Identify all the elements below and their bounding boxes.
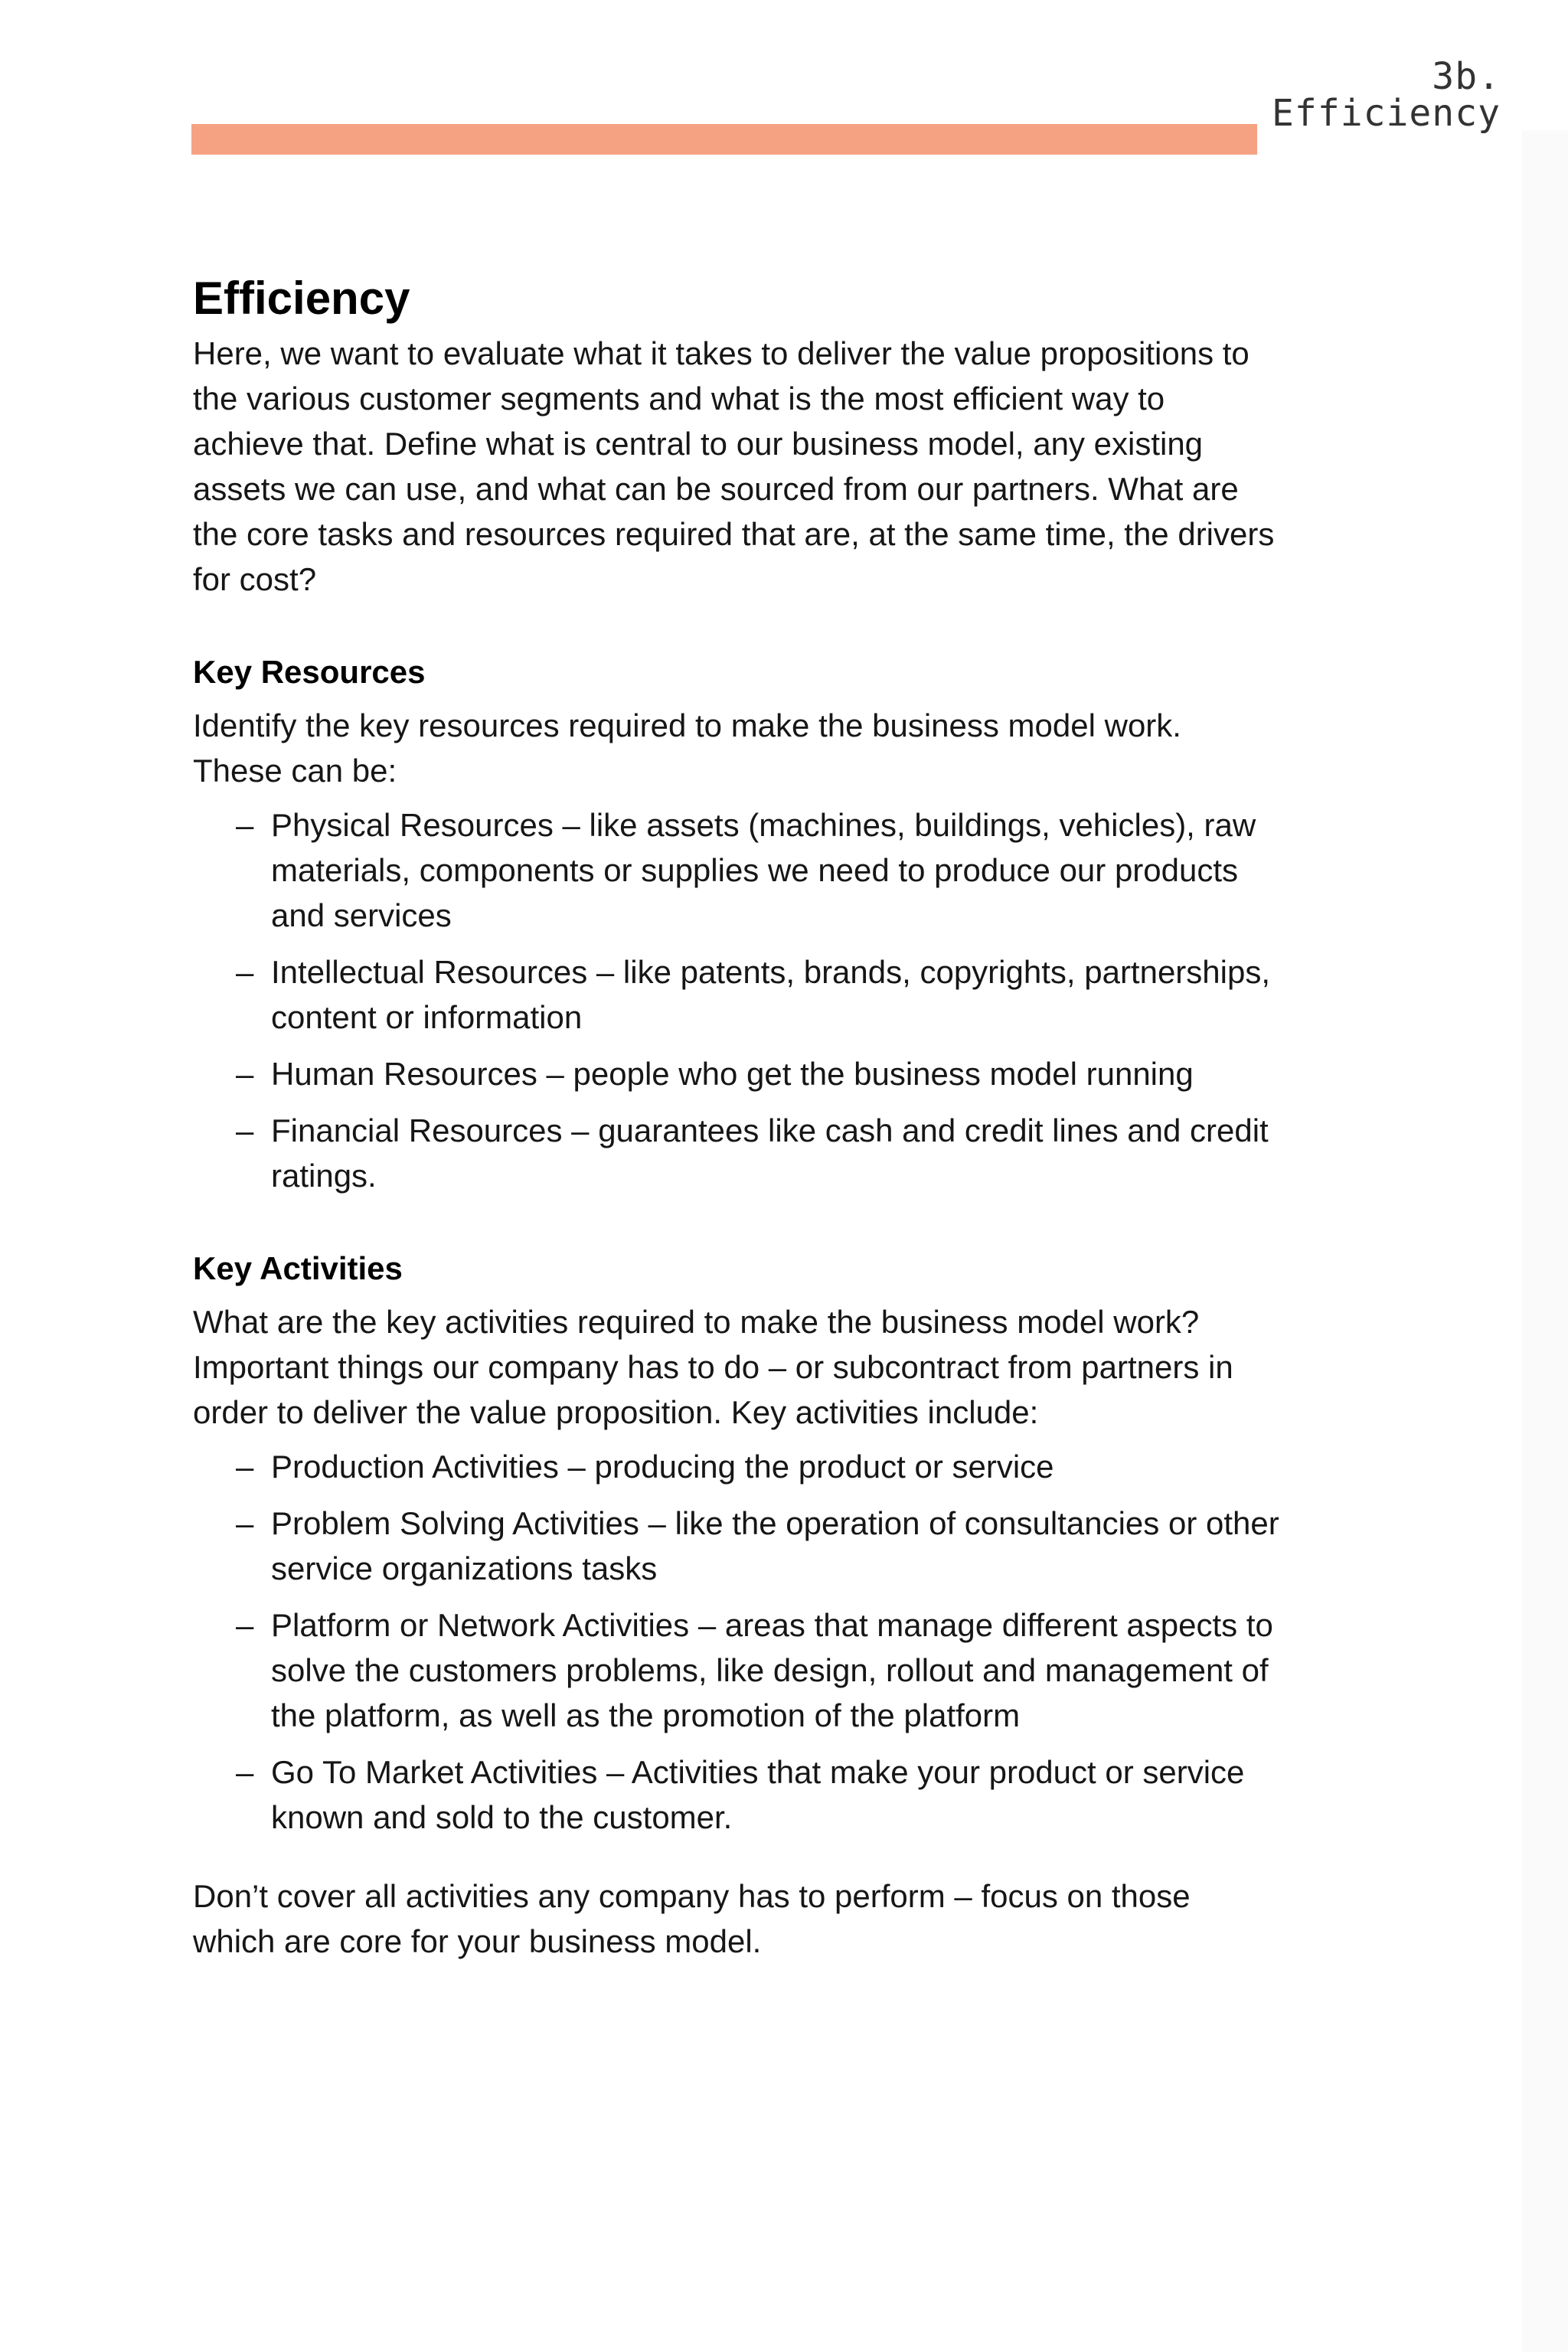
- intro-paragraph: Here, we want to evaluate what it takes to deliver the value propositions to the various customer segments and what is the most efficient way to achieve that. Define what is central to our business model, any existing assets we can use, and what can be sourced from our partners. What are the core tasks and resources required that are, at the same time, the drivers for cost?: [193, 335, 1275, 597]
- list-item-text: Go To Market Activities – Activities that make your product or service known and sold to the customer.: [271, 1754, 1245, 1835]
- key-activities-heading: Key Activities: [193, 1250, 403, 1286]
- page-content: [193, 268, 1280, 1964]
- list-item-text: Financial Resources – guarantees like cash and credit lines and credit ratings.: [271, 1112, 1269, 1194]
- list-item-text: Human Resources – people who get the business model running: [271, 1056, 1194, 1092]
- key-activities-intro: What are the key activities required to make the business model work? Important things our company has to do – or subcontract from partners in order to deliver the value proposition. Key activities include:: [193, 1304, 1233, 1430]
- list-item-text: Production Activities – producing the product or service: [271, 1449, 1054, 1485]
- bullet-dash: –: [236, 1505, 254, 1541]
- page-title: Efficiency: [193, 273, 410, 324]
- bullet-dash: –: [236, 954, 254, 990]
- page-edge-shade: [1522, 130, 1568, 2352]
- bullet-dash: –: [236, 1112, 254, 1148]
- list-item: [193, 1108, 1280, 1198]
- list-item: [193, 1602, 1280, 1738]
- list-item: [193, 949, 1280, 1040]
- list-item: [193, 1501, 1280, 1591]
- section-label: 3b. Efficiency: [1272, 55, 1501, 135]
- key-resources-list: [193, 802, 1280, 1198]
- list-item-text: Problem Solving Activities – like the operation of consultancies or other service organizations tasks: [271, 1505, 1279, 1586]
- key-resources-intro: Identify the key resources required to make the business model work. These can be:: [193, 707, 1181, 789]
- list-item-text: Physical Resources – like assets (machines, buildings, vehicles), raw materials, components or supplies we need to produce our products and services: [271, 807, 1256, 933]
- bullet-dash: –: [236, 807, 254, 843]
- bullet-dash: –: [236, 1607, 254, 1643]
- bullet-dash: –: [236, 1056, 254, 1092]
- key-resources-heading: Key Resources: [193, 654, 426, 690]
- closing-paragraph: Don’t cover all activities any company has to perform – focus on those which are core for your business model.: [193, 1878, 1191, 1959]
- list-item: [193, 1051, 1280, 1096]
- accent-bar: [191, 124, 1257, 155]
- key-activities-list: [193, 1444, 1280, 1840]
- list-item: [193, 1749, 1280, 1840]
- list-item-text: Platform or Network Activities – areas that manage different aspects to solve the customers problems, like design, rollout and management of the platform, as well as the promotion of the platform: [271, 1607, 1273, 1733]
- list-item: [193, 802, 1280, 938]
- bullet-dash: –: [236, 1449, 254, 1485]
- list-item: [193, 1444, 1280, 1489]
- bullet-dash: –: [236, 1754, 254, 1790]
- list-item-text: Intellectual Resources – like patents, brands, copyrights, partnerships, content or information: [271, 954, 1271, 1035]
